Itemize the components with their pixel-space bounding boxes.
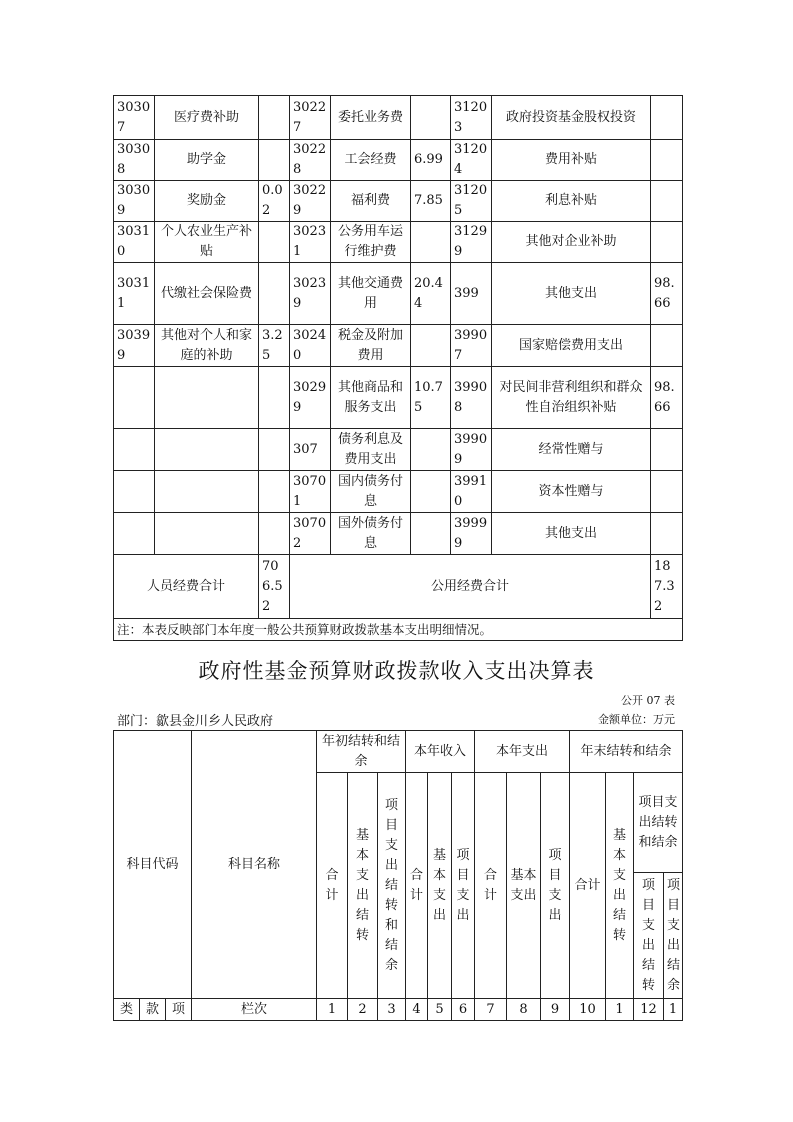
kuan-header: 款 (140, 999, 166, 1021)
code-cell: 307 (290, 429, 331, 471)
name-cell: 福利费 (331, 181, 411, 222)
code-cell: 30240 (290, 325, 331, 367)
name-cell: 经常性赠与 (492, 429, 651, 471)
table-row (114, 181, 683, 222)
current-expense-header: 本年支出 (475, 731, 570, 773)
code-cell: 30308 (114, 140, 155, 181)
name-cell: 代缴社会保险费 (155, 263, 259, 325)
totals-row (114, 555, 683, 619)
code-cell: 30228 (290, 140, 331, 181)
name-cell: 对民间非营利组织和群众性自治组织补贴 (492, 367, 651, 429)
code-cell: 31299 (451, 222, 492, 263)
value-cell (411, 325, 451, 367)
name-cell: 其他交通费用 (331, 263, 411, 325)
column-number: 7 (475, 999, 507, 1021)
closing-basic-header: 基本支出结转 (606, 773, 634, 999)
value-cell (259, 140, 290, 181)
name-cell: 国家赔偿费用支出 (492, 325, 651, 367)
personnel-total-value: 706.52 (259, 555, 290, 619)
table-row (114, 96, 683, 140)
name-cell: 奖励金 (155, 181, 259, 222)
value-cell (411, 471, 451, 513)
form-number: 公开 07 表 (621, 694, 675, 707)
value-cell (411, 513, 451, 555)
name-cell (155, 367, 259, 429)
closing-total-header: 合计 (570, 773, 606, 999)
name-cell: 其他支出 (492, 263, 651, 325)
name-cell: 助学金 (155, 140, 259, 181)
name-cell: 工会经费 (331, 140, 411, 181)
name-cell: 委托业务费 (331, 96, 411, 140)
subject-name-header: 科目名称 (192, 731, 317, 999)
code-cell: 30231 (290, 222, 331, 263)
column-number: 2 (348, 999, 378, 1021)
column-number: 12 (634, 999, 664, 1021)
expense-basic-header: 基本支出 (507, 773, 541, 999)
name-cell: 国内债务付息 (331, 471, 411, 513)
column-number: 4 (406, 999, 428, 1021)
table-row (114, 367, 683, 429)
name-cell: 资本性赠与 (492, 471, 651, 513)
code-cell: 31205 (451, 181, 492, 222)
column-number: 6 (452, 999, 475, 1021)
public-total-value: 187.32 (651, 555, 683, 619)
code-cell: 30310 (114, 222, 155, 263)
value-cell (651, 222, 683, 263)
opening-balance-header: 年初结转和结余 (317, 731, 406, 773)
subject-code-header: 科目代码 (114, 731, 192, 999)
value-cell (259, 96, 290, 140)
value-cell (411, 429, 451, 471)
column-number-row (114, 999, 683, 1021)
code-cell (114, 513, 155, 555)
value-cell (259, 367, 290, 429)
code-cell: 31204 (451, 140, 492, 181)
column-number: 1 (606, 999, 634, 1021)
table-note: 注：本表反映部门本年度一般公共预算财政拨款基本支出明细情况。 (114, 619, 683, 641)
code-cell: 39909 (451, 429, 492, 471)
value-cell (651, 513, 683, 555)
table-title: 政府性基金预算财政拨款收入支出决算表 (198, 659, 595, 683)
opening-project-header: 项目支出结转和结余 (378, 773, 406, 999)
value-cell (651, 96, 683, 140)
value-cell: 10.75 (411, 367, 451, 429)
closing-project-header: 项目支出结转和结余 (634, 773, 683, 873)
name-cell: 其他对个人和家庭的补助 (155, 325, 259, 367)
table-row (114, 222, 683, 263)
value-cell (651, 471, 683, 513)
name-cell: 费用补贴 (492, 140, 651, 181)
name-cell (155, 513, 259, 555)
name-cell (155, 429, 259, 471)
column-number: 5 (428, 999, 452, 1021)
code-cell: 30227 (290, 96, 331, 140)
income-project-header: 项目支出 (452, 773, 475, 999)
value-cell (651, 140, 683, 181)
column-number: 1 (317, 999, 348, 1021)
value-cell (411, 96, 451, 140)
value-cell (259, 222, 290, 263)
code-cell: 30702 (290, 513, 331, 555)
code-cell (114, 471, 155, 513)
code-cell: 39910 (451, 471, 492, 513)
value-cell: 3.25 (259, 325, 290, 367)
name-cell (155, 471, 259, 513)
name-cell: 税金及附加费用 (331, 325, 411, 367)
name-cell: 公务用车运行维护费 (331, 222, 411, 263)
opening-basic-header: 基本支出结转 (348, 773, 378, 999)
name-cell: 医疗费补助 (155, 96, 259, 140)
code-cell: 30239 (290, 263, 331, 325)
code-cell (114, 429, 155, 471)
income-total-header: 合计 (406, 773, 428, 999)
code-cell (114, 367, 155, 429)
column-number: 10 (570, 999, 606, 1021)
name-cell: 其他支出 (492, 513, 651, 555)
code-cell: 39908 (451, 367, 492, 429)
column-number: 3 (378, 999, 406, 1021)
opening-total-header: 合计 (317, 773, 348, 999)
department: 部门：歙县金川乡人民政府 (117, 714, 274, 729)
value-cell (259, 513, 290, 555)
income-basic-header: 基本支出 (428, 773, 452, 999)
code-cell: 39907 (451, 325, 492, 367)
value-cell (259, 471, 290, 513)
name-cell: 利息补贴 (492, 181, 651, 222)
value-cell (259, 263, 290, 325)
value-cell (651, 429, 683, 471)
column-number: 1 (664, 999, 683, 1021)
table-row (114, 471, 683, 513)
code-cell: 399 (451, 263, 492, 325)
code-cell: 39999 (451, 513, 492, 555)
table-row (114, 513, 683, 555)
table-row (114, 429, 683, 471)
table-row (114, 325, 683, 367)
table-row (114, 263, 683, 325)
code-cell: 30701 (290, 471, 331, 513)
public-total-label: 公用经费合计 (290, 555, 651, 619)
table-row (114, 140, 683, 181)
value-cell: 0.02 (259, 181, 290, 222)
name-cell: 国外债务付息 (331, 513, 411, 555)
column-number: 9 (541, 999, 570, 1021)
code-cell: 30307 (114, 96, 155, 140)
expense-total-header: 合计 (475, 773, 507, 999)
closing-balance-header: 年末结转和结余 (570, 731, 683, 773)
code-cell: 30229 (290, 181, 331, 222)
name-cell: 个人农业生产补贴 (155, 222, 259, 263)
value-cell: 98.66 (651, 367, 683, 429)
lei-header: 类 (114, 999, 140, 1021)
code-cell: 30399 (114, 325, 155, 367)
lanci-header: 栏次 (192, 999, 317, 1021)
xiang-header: 项 (166, 999, 192, 1021)
name-cell: 政府投资基金股权投资 (492, 96, 651, 140)
gov-fund-table (113, 730, 683, 1021)
name-cell: 其他商品和服务支出 (331, 367, 411, 429)
value-cell: 98.66 (651, 263, 683, 325)
note-row (114, 619, 683, 641)
value-cell: 20.44 (411, 263, 451, 325)
personnel-total-label: 人员经费合计 (114, 555, 259, 619)
closing-project-balance-header: 项目支出结余 (664, 873, 683, 999)
value-cell (259, 429, 290, 471)
value-cell: 7.85 (411, 181, 451, 222)
name-cell: 其他对企业补助 (492, 222, 651, 263)
closing-project-carry-header: 项目支出结转 (634, 873, 664, 999)
column-number: 8 (507, 999, 541, 1021)
value-cell (411, 222, 451, 263)
value-cell (651, 325, 683, 367)
basic-expenditure-table (113, 95, 683, 641)
code-cell: 30309 (114, 181, 155, 222)
code-cell: 31203 (451, 96, 492, 140)
value-cell: 6.99 (411, 140, 451, 181)
current-income-header: 本年收入 (406, 731, 475, 773)
amount-unit: 金额单位：万元 (598, 713, 675, 726)
code-cell: 30311 (114, 263, 155, 325)
name-cell: 债务利息及费用支出 (331, 429, 411, 471)
code-cell: 30299 (290, 367, 331, 429)
expense-project-header: 项目支出 (541, 773, 570, 999)
value-cell (651, 181, 683, 222)
